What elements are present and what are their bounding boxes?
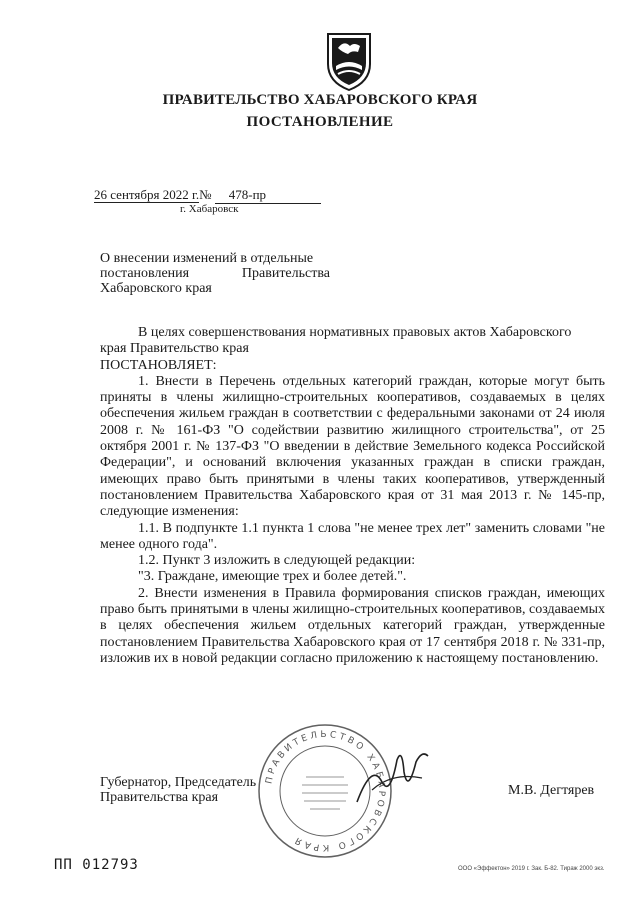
paragraph-1: 1. Внести в Перечень отдельных категорий граждан, которые могут быть приняты в члены жилищно-строительных кооперативов, создаваемых в целях обеспечения жильем граждан в соответствии с федеральными законами от 24 июля 2008 г. № 161-ФЗ "О содействии развитию жилищного строительства", от 25 октября 2001 г. № 137-ФЗ "О введении в действие Земельного кодекса Российской Федерации", и оснований включения указанных граждан в списки граждан, имеющих право быть принятыми в члены таких кооперативов, утвержденный постановлением Правительства Хабаровского края от 31 мая 2013 г. № 145-пр, следующие изменения: (100, 373, 605, 520)
signatory-position (100, 775, 256, 805)
authority-title: ПРАВИТЕЛЬСТВО ХАБАРОВСКОГО КРАЯ (162, 92, 478, 108)
subject-line: О внесении изменений в отдельные (100, 251, 314, 266)
form-serial-number: ПП 012793 (54, 857, 139, 873)
document-body (100, 325, 605, 667)
preamble-line: В целях совершенствования нормативных правовых актов Хабаровского (138, 325, 572, 340)
handwritten-signature-icon (352, 742, 432, 812)
document-number: 478-пр (215, 187, 321, 204)
signatory-name: М.В. Дегтярев (508, 783, 595, 798)
paragraph-2: 2. Внести изменения в Правила формирования списков граждан, имеющих право быть принятыми в члены жилищно-строительных кооперативов, создаваемых в целях обеспечения жильем отдельных категорий граждан, утвержденные постановлением Правительства Хабаровского края от 17 сентября 2018 г. № 331-пр, изложив их в новой редакции согласно приложению к настоящему постановлению. (100, 585, 605, 666)
document-date: 26 сентября 2022 г. (94, 187, 200, 202)
paragraph-1-1: 1.1. В подпункте 1.1 пункта 1 слова "не менее трех лет" заменить словами "не менее одного года". (100, 520, 605, 552)
position-line: Губернатор, Председатель (100, 775, 257, 790)
printer-imprint: ООО «Эффектон» 2019 г. Зак. Б-82. Тираж 2000 экз. (458, 866, 605, 872)
date-number-line (94, 187, 321, 204)
subject-line (100, 266, 330, 281)
subject-word: Правительства (241, 266, 330, 281)
preamble-line: края Правительство края (100, 341, 249, 357)
paragraph-1-2: 1.2. Пункт 3 изложить в следующей редакции: (138, 553, 416, 569)
document-subject (100, 251, 330, 296)
coat-of-arms-icon (324, 30, 374, 92)
decree-word: ПОСТАНОВЛЯЕТ: (100, 357, 217, 373)
position-line: Правительства края (100, 790, 219, 805)
number-sign: № (199, 187, 212, 202)
subject-word: постановления (100, 266, 190, 281)
document-type: ПОСТАНОВЛЕНИЕ (246, 114, 394, 130)
paragraph-1-2-quote: "3. Граждане, имеющие трех и более детей.". (138, 569, 407, 585)
subject-line: Хабаровского края (100, 281, 212, 296)
city: г. Хабаровск (180, 203, 239, 215)
seal-text: ПРАВИТЕЛЬСТВО ХАБАРОВСКОГО КРАЯ (264, 729, 387, 853)
